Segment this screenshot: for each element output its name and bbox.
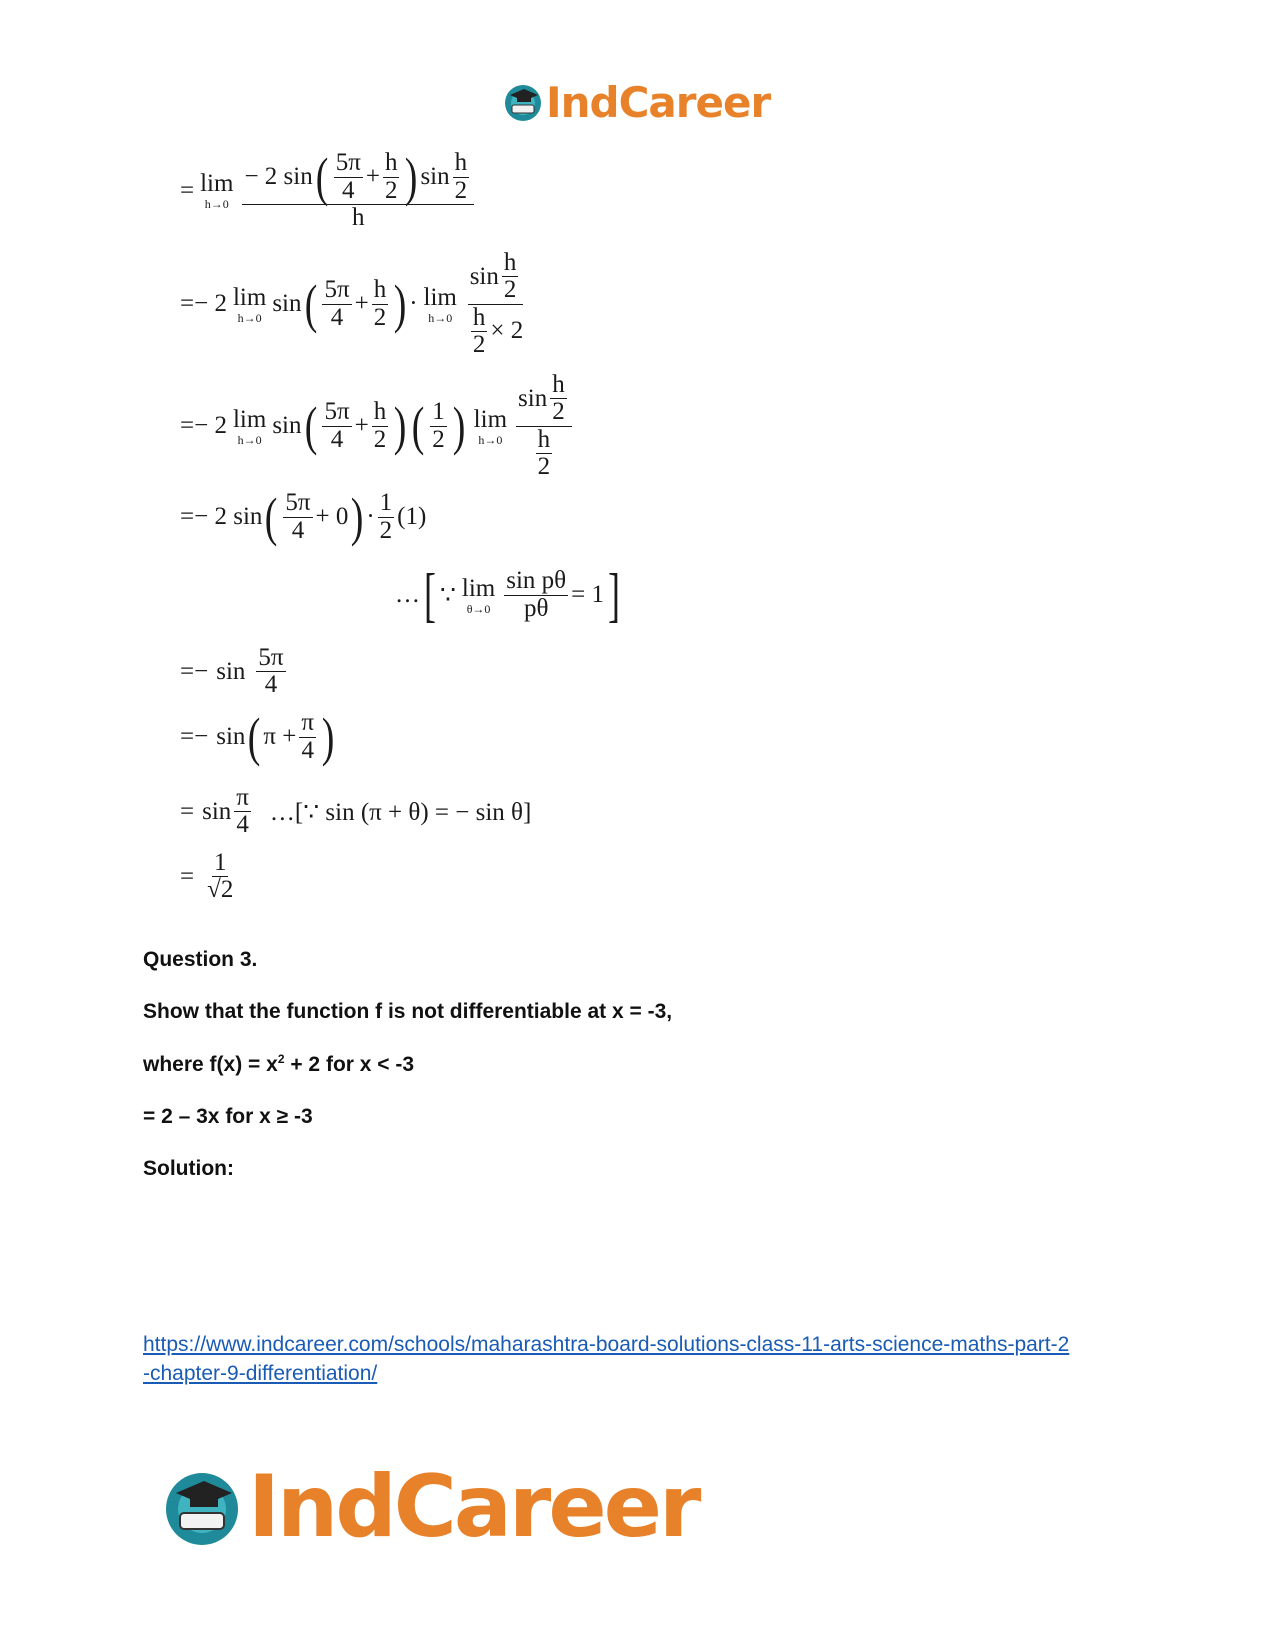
source-link[interactable]: https://www.indcareer.com/schools/maharashtra-board-solutions-class-11-arts-science-maths-part-2-chapter-9-differentiation/ (143, 1333, 1070, 1385)
math-step-8: = $\frac{1}{√2}$ (180, 849, 234, 904)
brand-name: IndCareer (248, 1457, 699, 1557)
graduation-cap-icon (160, 1465, 244, 1549)
question-condition-2: = 2 – 3x for x ≥ -3 (143, 1105, 313, 1128)
brand-name: IndCareer (546, 77, 771, 127)
math-step-4: = − 2 sin ( $\frac{5\pi}{4}$ + 0 ) · $\frac{1}{2}$ (1) (180, 487, 427, 547)
solution-label: Solution: (143, 1157, 234, 1180)
question-title: Question 3. (143, 948, 258, 971)
indcareer-footer-logo (160, 1457, 699, 1557)
question-condition-1: where $f(x) = x^2 + 2$ for x < -3 (143, 1052, 415, 1076)
graduation-cap-icon (502, 81, 544, 123)
math-step-2: = − 2 lim h→0 sin ( $\frac{5\pi}{4}$ + $\frac{h}{2}$ ) · lim h→0 sin $\frac{h}{2}$ $\frac{h}{2}$ × 2 (180, 249, 524, 358)
math-step-1: = lim h→0 − 2 sin ( $\frac{5\pi}{4}$ + $\frac{h}{2}$ ) sin $\frac{h}{2}$ h (180, 150, 477, 231)
question-text: Show that the function f is not differentiable at x = -3, (143, 1000, 673, 1023)
math-step-6: = − sin ( π + $\frac{\pi}{4}$ ) (180, 707, 335, 767)
indcareer-logo (502, 78, 770, 126)
math-step-7: = sin $\frac{\pi}{4}$ …[∵ sin (π + θ) = − sin θ] (180, 784, 532, 839)
math-step-5: = − sin $\frac{5\pi}{4}$ (180, 644, 284, 699)
math-reason-limit: … [ ∵ lim θ→0 $\frac{\text{sin pθ}}{p\theta}$ = 1 ] (395, 562, 620, 628)
math-step-3: = − 2 lim h→0 sin ( $\frac{5\pi}{4}$ + $\frac{h}{2}$ ) ( $\frac{1}{2}$ ) lim h→0 sin $\frac{h}{2}$ $\frac{h}{2}$ (180, 372, 575, 480)
